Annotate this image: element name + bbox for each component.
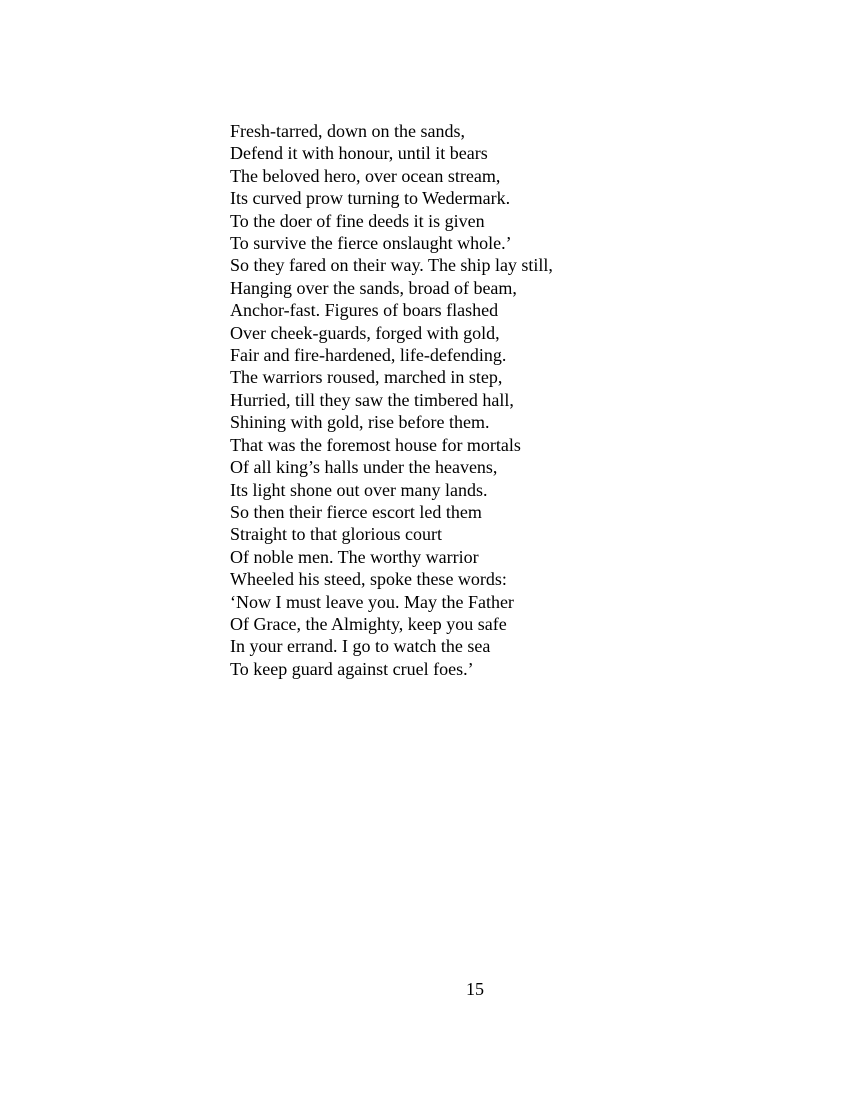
poem-line: Over cheek-guards, forged with gold, [230,322,500,343]
poem-text [230,120,790,680]
poem-line: Fresh-tarred, down on the sands, [230,121,465,141]
poem-line: Straight to that glorious court [230,524,442,545]
poem-line: ‘Now I must leave you. May the Father [230,591,514,612]
poem-line: Defend it with honour, until it bears [230,143,488,164]
poem-line: Of noble men. The worthy warrior [230,546,479,567]
poem-line: That was the foremost house for mortals [230,434,521,455]
poem-line: In your errand. I go to watch the sea [230,636,491,657]
poem-line: To survive the fierce onslaught whole.’ [230,233,512,254]
poem-line: Of Grace, the Almighty, keep you safe [230,613,507,634]
poem-line: To the doer of fine deeds it is given [230,210,485,231]
poem-line: Its curved prow turning to Wedermark. [230,188,511,209]
poem-line: The warriors roused, marched in step, [230,367,503,388]
poem-line: Anchor-fast. Figures of boars flashed [230,300,499,321]
poem-line: Hanging over the sands, broad of beam, [230,277,517,298]
poem-line: Hurried, till they saw the timbered hall, [230,389,514,410]
poem-line: Shining with gold, rise before them. [230,412,490,433]
page-number: 15 [466,979,484,999]
poem-line: Of all king’s halls under the heavens, [230,457,498,478]
poem-line: So they fared on their way. The ship lay still, [230,255,553,276]
poem-line: Fair and fire-hardened, life-defending. [230,345,507,366]
page-number-footer [0,978,850,1000]
poem-line: To keep guard against cruel foes.’ [230,658,474,679]
poem-line: Its light shone out over many lands. [230,479,488,500]
poem-line: Wheeled his steed, spoke these words: [230,569,507,590]
poem-line: So then their fierce escort led them [230,501,482,522]
poem-line: The beloved hero, over ocean stream, [230,165,501,186]
